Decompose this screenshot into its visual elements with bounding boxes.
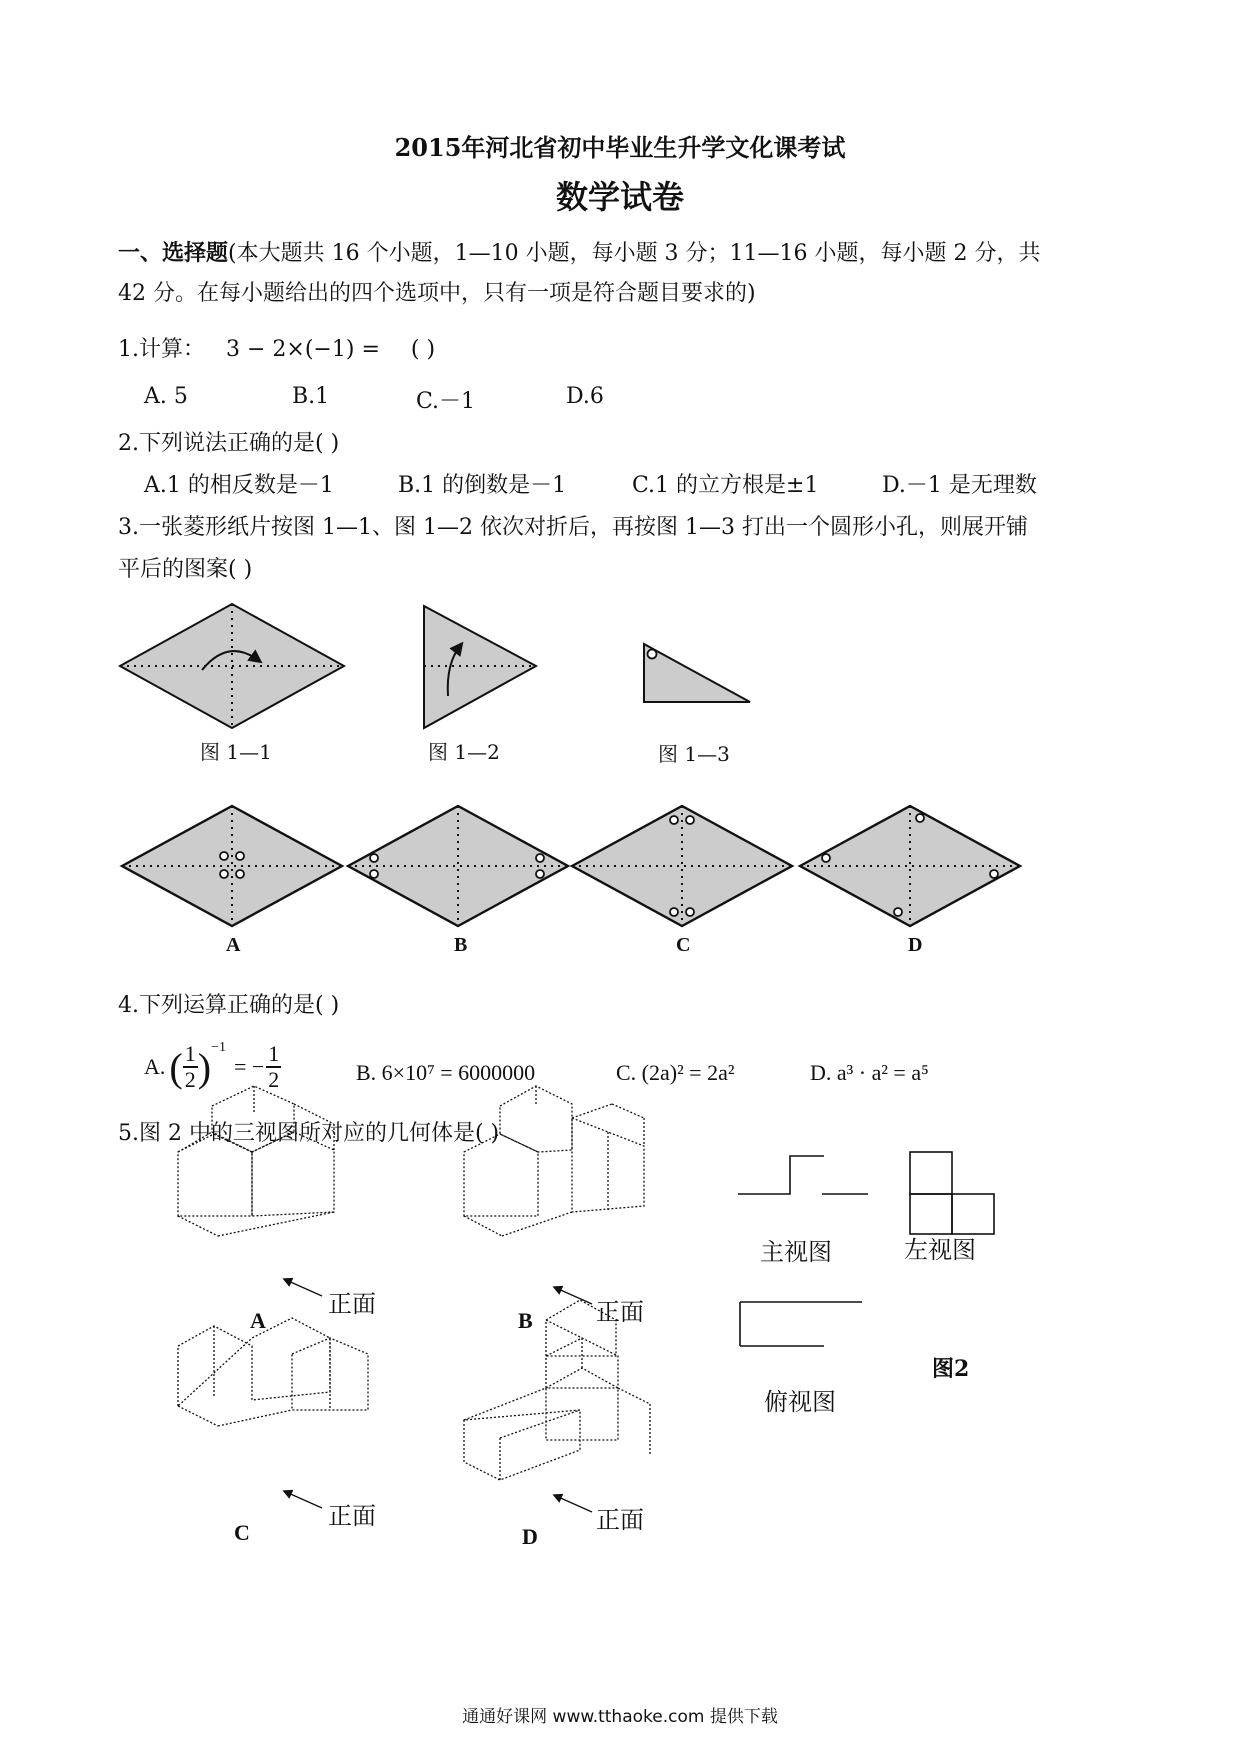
main-view-label: 主视图 xyxy=(760,1238,832,1266)
q2-option-a: A.1 的相反数是－1 xyxy=(144,473,334,498)
q4-option-a-fraction: $\frac{1}{2}$ xyxy=(184,1041,196,1093)
question-1-expression: 3 − 2×(−1) = xyxy=(226,337,380,362)
q4-option-a-prefix: A. xyxy=(144,1054,166,1080)
solid-b xyxy=(464,1086,644,1236)
q4-option-d: D. a³ · a² = a⁵ xyxy=(810,1060,929,1085)
q5-option-label-d: D xyxy=(522,1524,538,1549)
q1-option-c: C.－1 xyxy=(416,389,476,414)
q2-option-d: D.－1 是无理数 xyxy=(882,473,1037,498)
section-instructions: (本大题共 16 个小题，1—10 小题，每小题 3 分；11—16 小题，每小题 2 分，共 xyxy=(228,241,1041,266)
q5-option-label-b: B xyxy=(518,1308,533,1333)
caption-figure-1-1: 图 1—1 xyxy=(200,740,272,764)
main-view xyxy=(738,1156,824,1194)
hole-icon xyxy=(648,650,657,659)
option-rhombus-a xyxy=(122,806,342,926)
option-rhombus-c xyxy=(572,806,792,926)
q4-option-a-rhs: = − xyxy=(233,1054,265,1080)
solid-a xyxy=(178,1086,334,1236)
front-label-d: 正面 xyxy=(596,1506,644,1534)
caption-figure-1-2: 图 1—2 xyxy=(428,740,500,764)
question-2-stem: 2.下列说法正确的是( ) xyxy=(118,431,340,456)
solid-d xyxy=(464,1300,650,1480)
option-rhombus-d xyxy=(800,806,1020,926)
q5-option-label-c: C xyxy=(234,1520,250,1545)
top-view xyxy=(740,1302,862,1346)
question-3-stem-line1: 3.一张菱形纸片按图 1—1、图 1—2 依次对折后，再按图 1—3 打出一个圆形小孔，则展开铺 xyxy=(118,515,1028,540)
q1-option-b: B.1 xyxy=(292,384,330,409)
caption-figure-1-3: 图 1—3 xyxy=(658,742,730,766)
section-instructions-line2: 42 分。在每小题给出的四个选项中，只有一项是符合题目要求的) xyxy=(118,281,756,306)
section-heading: 一、选择题 xyxy=(118,240,229,266)
figure-2-caption: 图2 xyxy=(932,1356,970,1382)
figure-1-1 xyxy=(120,604,344,728)
q4-option-a-rhs-fraction: $\frac{1}{2}$ xyxy=(268,1041,280,1093)
question-3-stem-line2: 平后的图案( ) xyxy=(118,557,253,582)
question-1-stem: 1.计算： xyxy=(118,337,205,362)
left-view xyxy=(910,1152,994,1234)
figure-1-3 xyxy=(644,644,750,702)
q1-option-a: A. 5 xyxy=(144,384,188,409)
q3-option-label-b: B xyxy=(454,934,468,956)
front-label-a: 正面 xyxy=(328,1290,376,1318)
q1-option-d: D.6 xyxy=(566,384,604,409)
q3-option-label-d: D xyxy=(908,934,923,956)
question-4-stem: 4.下列运算正确的是( ) xyxy=(118,993,340,1018)
option-rhombus-b xyxy=(348,806,568,926)
q3-option-label-c: C xyxy=(676,934,691,956)
q4-option-a-exponent: −1 xyxy=(211,1040,226,1055)
q2-option-b: B.1 的倒数是－1 xyxy=(398,473,567,498)
q2-option-c: C.1 的立方根是±1 xyxy=(632,473,819,498)
answer-blank: ( ) xyxy=(410,337,436,362)
front-label-c: 正面 xyxy=(328,1502,376,1530)
solid-c xyxy=(178,1318,368,1426)
exam-title: 2015年河北省初中毕业生升学文化课考试 xyxy=(394,133,846,162)
q3-option-label-a: A xyxy=(226,934,241,956)
front-label-b: 正面 xyxy=(596,1298,644,1326)
question-5-stem: 5.图 2 中的三视图所对应的几何体是( ) xyxy=(118,1121,500,1146)
exam-subtitle: 数学试卷 xyxy=(555,178,684,216)
top-view-label: 俯视图 xyxy=(764,1388,836,1416)
q4-option-a: A. ( $\frac{1}{2}$ ) −1 = − $\frac{1}{2}$ xyxy=(144,1040,280,1093)
q5-option-label-a: A xyxy=(250,1308,266,1333)
footer-source: 通通好课网 www.tthaoke.com 提供下载 xyxy=(462,1707,778,1727)
left-view-label: 左视图 xyxy=(904,1236,976,1264)
q4-option-b: B. 6×10⁷ = 6000000 xyxy=(356,1060,536,1085)
q4-option-c: C. (2a)² = 2a² xyxy=(616,1060,735,1085)
figure-1-2 xyxy=(424,606,536,728)
